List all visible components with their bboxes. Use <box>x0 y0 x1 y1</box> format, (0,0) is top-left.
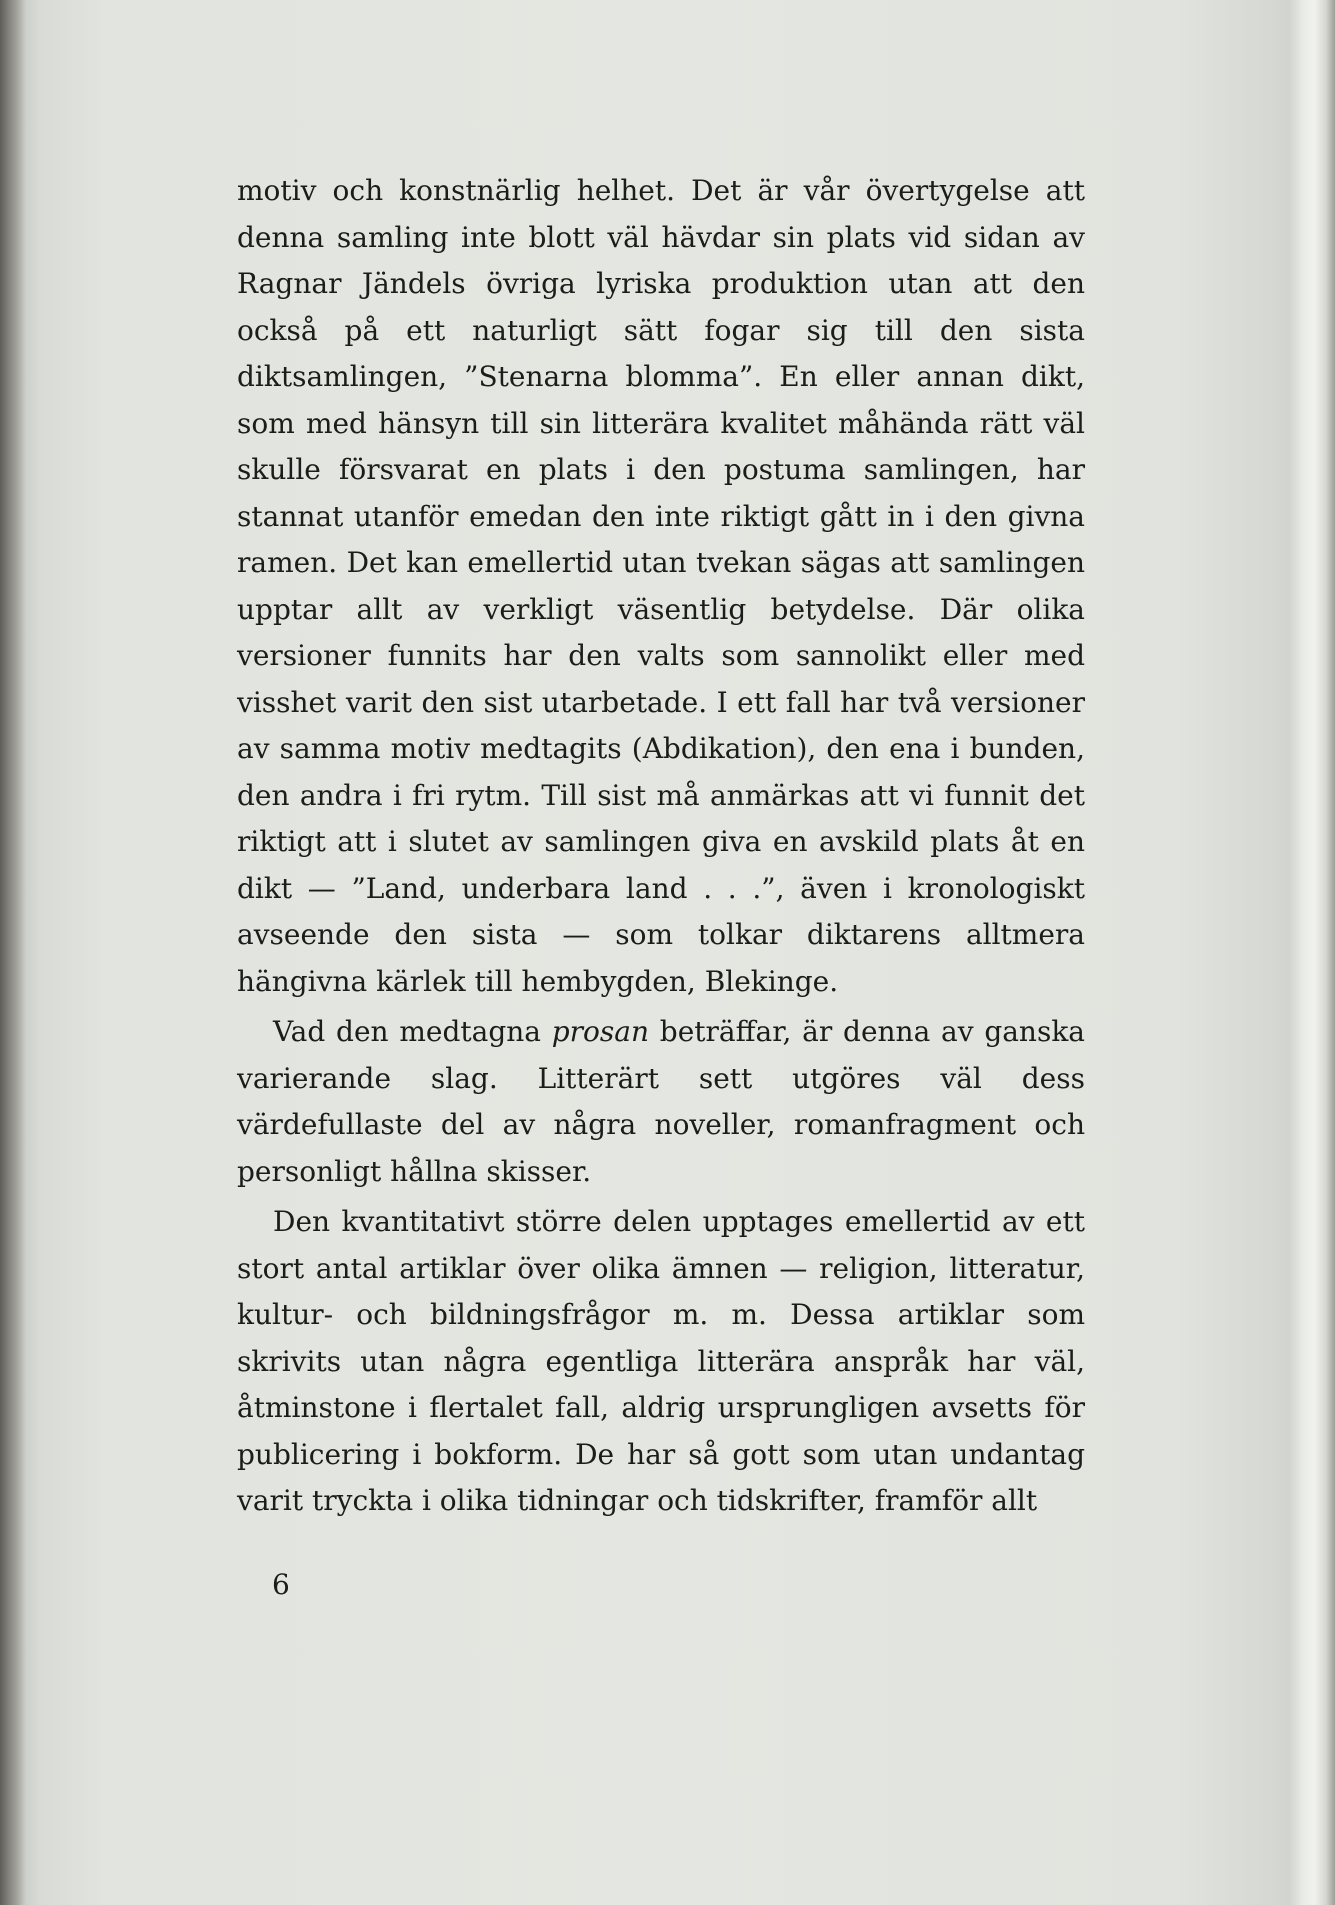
paragraph-prose-end: beträffar, är denna av ganska varierande slag. Litterärt sett utgöres väl dess värdefullaste del av några noveller, romanfragment och personligt hållna skisser. <box>237 1015 1085 1188</box>
page-edge <box>1289 0 1335 1905</box>
paragraph-articles: Den kvantitativt större delen upptages emellertid av ett stort antal artiklar över olika ämnen — religion, litteratur, kultur- och bildningsfrågor m. m. Dessa artiklar som skrivits utan några egentliga litterära anspråk har väl, åtminstone i flertalet fall, aldrig ursprungligen avsetts för publicering i bokform. De har så gott som utan undantag varit tryckta i olika tidningar och tidskrifter, framför allt <box>237 1205 1085 1517</box>
italic-word-prosan: prosan <box>551 1015 650 1048</box>
paragraph-prose <box>237 1009 1085 1195</box>
page-number: 6 <box>272 1568 290 1601</box>
body-text <box>237 168 1085 1525</box>
paragraph-prose-start: Vad den medtagna <box>273 1015 552 1048</box>
spine-shadow <box>0 0 26 1905</box>
paragraph-continuation: motiv och konstnärlig helhet. Det är vår övertygelse att denna samling inte blott väl hävdar sin plats vid sidan av Ragnar Jändels övriga lyriska produktion utan att den också på ett naturligt sätt fogar sig till den sista diktsamlingen, ”Stenarna blomma”. En eller annan dikt, som med hänsyn till sin litterära kvalitet måhända rätt väl skulle försvarat en plats i den postuma samlingen, har stannat utanför emedan den inte riktigt gått in i den givna ramen. Det kan emellertid utan tvekan sägas att samlingen upptar allt av verkligt väsentlig betydelse. Där olika versioner funnits har den valts som sannolikt eller med visshet varit den sist utarbetade. I ett fall har två versioner av samma motiv medtagits (Abdikation), den ena i bunden, den andra i fri rytm. Till sist må anmärkas att vi funnit det riktigt att i slutet av samlingen giva en avskild plats åt en dikt — ”Land, underbara land . . .”, även i kronologiskt avseende den sista — som tolkar diktarens alltmera hängivna kärlek till hembygden, Blekinge. <box>237 174 1085 998</box>
